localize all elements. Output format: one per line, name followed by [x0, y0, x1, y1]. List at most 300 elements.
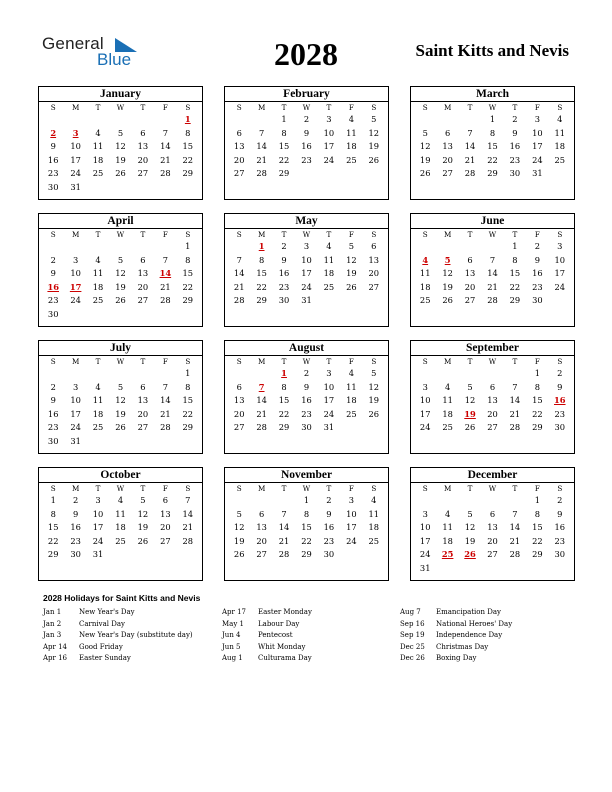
empty-day-cell: [87, 240, 109, 254]
day-cell: 13: [487, 395, 498, 406]
day-cell: 9: [281, 254, 287, 265]
empty-day-cell: [42, 240, 64, 254]
day-cell: 20: [160, 522, 171, 533]
day-cell: 24: [419, 549, 431, 560]
day-cell: 3: [422, 508, 428, 519]
day-cell: 7: [236, 254, 242, 265]
day-cell: 3: [534, 114, 540, 124]
day-cell: 24: [323, 154, 335, 165]
holiday-row: [400, 607, 512, 619]
day-cell: 24: [554, 281, 566, 292]
weekday-label: M: [257, 230, 266, 239]
day-cell: 25: [92, 295, 104, 306]
weekday-label: W: [116, 230, 125, 239]
holiday-name: New Year's Day (substitute day): [79, 631, 193, 639]
month-title: July: [39, 341, 202, 356]
day-cell: 17: [301, 268, 312, 279]
day-cell: 2: [512, 114, 518, 124]
day-cell: 15: [182, 395, 194, 406]
holiday-day-cell: 1: [281, 368, 287, 378]
day-cell: 22: [509, 281, 521, 292]
day-cell: 10: [346, 508, 357, 519]
day-cell: 25: [419, 295, 431, 306]
day-cell: 29: [509, 295, 521, 306]
day-cell: 27: [137, 422, 149, 433]
day-cell: 18: [419, 281, 431, 292]
day-cell: 2: [50, 381, 56, 392]
holiday-row: [43, 630, 193, 642]
empty-day-cell: [414, 240, 436, 254]
day-cell: 14: [160, 395, 171, 406]
month-title: September: [411, 341, 574, 356]
holiday-name: Easter Sunday: [79, 654, 131, 662]
day-cell: 14: [256, 395, 267, 406]
holiday-date: Jan 1: [43, 608, 62, 616]
day-cell: 28: [509, 422, 521, 433]
day-cell: 10: [419, 395, 431, 406]
empty-day-cell: [504, 367, 526, 381]
empty-day-cell: [109, 113, 131, 127]
day-cell: 3: [557, 241, 563, 251]
weekday-label: W: [302, 230, 311, 239]
holiday-date: Apr 14: [43, 642, 68, 651]
day-cell: 31: [70, 435, 81, 446]
weekday-label: T: [140, 484, 146, 493]
empty-day-cell: [459, 494, 481, 508]
day-cell: 20: [137, 281, 149, 292]
day-cell: 26: [442, 295, 453, 306]
weekday-label: M: [443, 357, 452, 366]
weekday-label: W: [488, 484, 497, 493]
weekday-label: T: [512, 230, 518, 239]
day-cell: 10: [92, 508, 104, 519]
day-cell: 22: [182, 408, 194, 419]
day-cell: 17: [323, 395, 335, 406]
day-cell: 2: [326, 495, 332, 505]
day-cell: 19: [233, 535, 245, 546]
empty-day-cell: [132, 240, 154, 254]
month-days-grid: [411, 483, 574, 576]
empty-day-cell: [481, 494, 503, 508]
holiday-day-cell: 26: [464, 549, 476, 560]
day-cell: 30: [70, 549, 81, 560]
day-cell: 22: [532, 408, 543, 419]
day-cell: 21: [160, 281, 171, 292]
day-cell: 20: [233, 154, 245, 165]
empty-day-cell: [436, 494, 458, 508]
weekday-label: S: [50, 484, 56, 493]
weekday-label: S: [236, 230, 242, 239]
holiday-day-cell: 7: [258, 381, 265, 392]
holiday-day-cell: 1: [184, 114, 191, 124]
weekday-label: T: [326, 484, 332, 493]
country-title: Saint Kitts and Nevis: [415, 41, 569, 60]
month-august: [224, 340, 389, 454]
weekday-label: M: [443, 103, 452, 112]
weekday-label: T: [512, 357, 518, 366]
weekday-label: S: [422, 103, 428, 112]
day-cell: 7: [281, 508, 287, 519]
holiday-day-cell: 16: [554, 395, 566, 406]
day-cell: 13: [137, 141, 149, 152]
weekday-label: M: [71, 484, 80, 493]
day-cell: 15: [509, 268, 521, 279]
holiday-day-cell: 1: [258, 241, 265, 251]
weekday-label: S: [371, 103, 377, 112]
day-cell: 17: [346, 522, 357, 533]
day-cell: 19: [137, 522, 149, 533]
empty-day-cell: [87, 113, 109, 127]
day-cell: 28: [182, 535, 194, 546]
day-cell: 7: [258, 127, 265, 138]
day-cell: 29: [532, 422, 543, 433]
weekday-label: T: [326, 230, 332, 239]
day-cell: 16: [278, 268, 290, 279]
month-title: February: [225, 87, 388, 102]
holiday-name: Good Friday: [79, 642, 123, 651]
day-cell: 18: [346, 395, 357, 406]
weekday-label: S: [185, 230, 191, 239]
day-cell: 5: [117, 127, 124, 138]
holiday-row: [43, 619, 193, 631]
day-cell: 24: [301, 281, 312, 292]
holiday-date: Jan 3: [43, 631, 62, 639]
weekday-label: S: [50, 103, 56, 112]
empty-day-cell: [459, 240, 481, 254]
holiday-row: [400, 619, 512, 631]
day-cell: 18: [92, 281, 104, 292]
day-cell: 11: [346, 381, 357, 392]
day-cell: 12: [115, 395, 126, 406]
holiday-date: Aug 7: [400, 608, 421, 616]
empty-day-cell: [228, 494, 250, 508]
day-cell: 21: [160, 154, 171, 165]
day-cell: 28: [256, 168, 267, 179]
weekday-label: S: [557, 357, 563, 366]
day-cell: 13: [137, 268, 149, 279]
weekday-label: S: [422, 230, 428, 239]
empty-day-cell: [64, 113, 86, 127]
month-days-grid: [39, 102, 202, 195]
weekday-label: S: [557, 484, 563, 493]
day-cell: 5: [422, 127, 428, 138]
day-cell: 23: [509, 154, 521, 165]
month-february: [224, 86, 389, 200]
weekday-label: M: [257, 484, 266, 493]
day-cell: 8: [185, 127, 191, 138]
day-cell: 2: [281, 241, 287, 251]
day-cell: 20: [487, 408, 498, 419]
weekday-label: T: [512, 484, 518, 493]
day-cell: 29: [182, 295, 194, 306]
day-cell: 2: [303, 114, 310, 124]
month-july: [38, 340, 203, 454]
holiday-day-cell: 14: [159, 268, 172, 279]
day-cell: 16: [301, 141, 312, 152]
holiday-date: Dec 26: [400, 654, 425, 662]
weekday-label: F: [348, 230, 354, 239]
empty-day-cell: [481, 240, 503, 254]
day-cell: 9: [72, 508, 79, 519]
day-cell: 4: [95, 381, 101, 392]
holiday-date: Apr 17: [222, 608, 247, 616]
day-cell: 29: [278, 422, 290, 433]
holiday-day-cell: 17: [69, 281, 82, 292]
weekday-label: S: [422, 484, 428, 493]
day-cell: 29: [532, 549, 543, 560]
day-cell: 14: [278, 522, 290, 533]
empty-day-cell: [250, 494, 272, 508]
day-cell: 11: [115, 508, 126, 519]
day-cell: 19: [346, 268, 357, 279]
day-cell: 30: [47, 435, 59, 446]
holiday-row: [400, 642, 512, 654]
empty-day-cell: [64, 240, 86, 254]
day-cell: 31: [419, 562, 431, 573]
day-cell: 20: [137, 154, 149, 165]
day-cell: 27: [137, 168, 149, 179]
day-cell: 1: [281, 114, 287, 124]
day-cell: 27: [487, 422, 498, 433]
day-cell: 17: [419, 408, 431, 419]
holiday-date: Jun 4: [222, 631, 241, 639]
holiday-name: Independence Day: [436, 631, 503, 639]
month-days-grid: [39, 229, 202, 322]
month-days-grid: [225, 356, 388, 435]
day-cell: 9: [534, 254, 540, 265]
day-cell: 20: [442, 154, 453, 165]
month-days-grid: [225, 102, 388, 181]
weekday-label: W: [116, 103, 125, 112]
day-cell: 23: [554, 535, 566, 546]
day-cell: 21: [278, 535, 290, 546]
day-cell: 19: [442, 281, 453, 292]
day-cell: 20: [233, 408, 245, 419]
day-cell: 9: [557, 508, 563, 519]
day-cell: 10: [323, 127, 335, 138]
day-cell: 2: [557, 495, 563, 505]
holiday-name: Christmas Day: [436, 642, 489, 651]
day-cell: 6: [258, 508, 265, 519]
day-cell: 14: [509, 395, 521, 406]
day-cell: 17: [92, 522, 104, 533]
day-cell: 6: [371, 241, 377, 251]
day-cell: 20: [256, 535, 267, 546]
weekday-label: F: [348, 357, 354, 366]
day-cell: 14: [256, 141, 267, 152]
day-cell: 13: [368, 254, 380, 265]
day-cell: 29: [301, 549, 312, 560]
weekday-label: F: [534, 103, 540, 112]
day-cell: 8: [281, 381, 287, 392]
day-cell: 10: [70, 395, 81, 406]
day-cell: 17: [532, 141, 543, 152]
month-january: [38, 86, 203, 200]
day-cell: 6: [489, 381, 496, 392]
month-title: January: [39, 87, 202, 102]
month-june: [410, 213, 575, 327]
day-cell: 21: [233, 281, 245, 292]
day-cell: 17: [554, 268, 566, 279]
day-cell: 5: [348, 241, 354, 251]
holiday-row: [43, 607, 193, 619]
day-cell: 9: [512, 127, 518, 138]
weekday-label: S: [185, 357, 191, 366]
holiday-name: Labour Day: [258, 619, 300, 628]
day-cell: 29: [278, 168, 290, 179]
weekday-label: W: [488, 230, 497, 239]
day-cell: 27: [160, 535, 171, 546]
day-cell: 31: [70, 181, 81, 192]
logo-general-text: General: [42, 34, 104, 53]
empty-day-cell: [250, 113, 272, 127]
weekday-label: T: [512, 103, 518, 112]
weekday-label: W: [488, 103, 497, 112]
day-cell: 4: [348, 368, 354, 378]
day-cell: 4: [444, 508, 451, 519]
month-days-grid: [225, 483, 388, 562]
empty-day-cell: [109, 367, 131, 381]
day-cell: 23: [323, 535, 335, 546]
day-cell: 9: [50, 395, 56, 406]
day-cell: 6: [444, 127, 451, 138]
month-december: [410, 467, 575, 581]
day-cell: 29: [256, 295, 267, 306]
day-cell: 26: [419, 168, 431, 179]
weekday-label: W: [302, 103, 311, 112]
day-cell: 31: [301, 295, 312, 306]
holiday-name: Pentecost: [258, 631, 293, 639]
day-cell: 5: [117, 254, 124, 265]
day-cell: 21: [256, 154, 267, 165]
holiday-date: Jan 2: [43, 619, 62, 628]
day-cell: 13: [233, 395, 245, 406]
weekday-label: S: [236, 484, 242, 493]
holiday-date: May 1: [222, 619, 244, 628]
day-cell: 23: [301, 408, 312, 419]
day-cell: 22: [532, 535, 543, 546]
day-cell: 16: [301, 395, 312, 406]
month-title: May: [225, 214, 388, 229]
day-cell: 14: [182, 508, 194, 519]
day-cell: 20: [487, 535, 498, 546]
weekday-label: T: [281, 230, 287, 239]
weekday-label: T: [140, 230, 146, 239]
day-cell: 15: [278, 141, 290, 152]
weekday-label: S: [50, 230, 56, 239]
day-cell: 15: [47, 522, 59, 533]
day-cell: 11: [92, 268, 104, 279]
day-cell: 12: [368, 127, 380, 138]
day-cell: 22: [47, 535, 59, 546]
day-cell: 17: [70, 154, 81, 165]
month-title: June: [411, 214, 574, 229]
day-cell: 3: [95, 495, 101, 505]
day-cell: 30: [554, 549, 566, 560]
day-cell: 7: [162, 127, 168, 138]
logo-blue-text: Blue: [97, 50, 132, 69]
day-cell: 15: [301, 522, 312, 533]
weekday-label: T: [326, 103, 332, 112]
day-cell: 28: [487, 295, 498, 306]
day-cell: 6: [140, 381, 146, 392]
day-cell: 15: [256, 268, 267, 279]
day-cell: 24: [70, 168, 81, 179]
day-cell: 24: [532, 154, 543, 165]
day-cell: 24: [346, 535, 357, 546]
day-cell: 6: [489, 508, 496, 519]
holiday-date: Jun 5: [222, 642, 241, 651]
weekday-label: S: [422, 357, 428, 366]
day-cell: 11: [323, 254, 335, 265]
day-cell: 18: [346, 141, 357, 152]
day-cell: 26: [115, 422, 126, 433]
day-cell: 19: [419, 154, 431, 165]
day-cell: 12: [442, 268, 453, 279]
day-cell: 21: [182, 522, 194, 533]
day-cell: 13: [256, 522, 267, 533]
holiday-row: [400, 653, 512, 665]
holidays-heading: 2028 Holidays for Saint Kitts and Nevis: [43, 593, 201, 603]
day-cell: 25: [92, 422, 104, 433]
day-cell: 30: [301, 422, 312, 433]
month-march: [410, 86, 575, 200]
weekday-label: F: [348, 103, 354, 112]
month-title: November: [225, 468, 388, 483]
day-cell: 21: [464, 154, 476, 165]
day-cell: 7: [512, 381, 518, 392]
day-cell: 8: [534, 381, 540, 392]
weekday-label: S: [236, 357, 242, 366]
holiday-name: Carnival Day: [79, 619, 125, 628]
weekday-label: F: [534, 357, 540, 366]
holiday-date: Apr 16: [43, 654, 68, 662]
day-cell: 4: [117, 495, 124, 505]
day-cell: 3: [72, 254, 79, 265]
month-days-grid: [411, 102, 574, 181]
day-cell: 26: [368, 408, 380, 419]
holiday-row: [222, 607, 312, 619]
day-cell: 11: [92, 141, 104, 152]
day-cell: 28: [509, 549, 521, 560]
weekday-label: M: [71, 357, 80, 366]
day-cell: 7: [467, 127, 473, 138]
day-cell: 23: [532, 281, 543, 292]
weekday-label: S: [371, 484, 377, 493]
day-cell: 4: [444, 381, 451, 392]
day-cell: 30: [554, 422, 566, 433]
empty-day-cell: [459, 113, 481, 127]
day-cell: 11: [419, 268, 431, 279]
day-cell: 11: [368, 508, 380, 519]
day-cell: 14: [509, 522, 521, 533]
holiday-date: Sep 16: [400, 619, 425, 628]
empty-day-cell: [250, 367, 272, 381]
empty-day-cell: [64, 367, 86, 381]
day-cell: 25: [92, 168, 104, 179]
day-cell: 20: [137, 408, 149, 419]
day-cell: 29: [47, 549, 59, 560]
day-cell: 27: [464, 295, 476, 306]
weekday-label: T: [467, 230, 473, 239]
day-cell: 29: [487, 168, 498, 179]
holiday-row: [43, 653, 193, 665]
day-cell: 27: [256, 549, 267, 560]
day-cell: 13: [137, 395, 149, 406]
day-cell: 23: [47, 422, 59, 433]
day-cell: 13: [442, 141, 453, 152]
weekday-label: S: [371, 357, 377, 366]
